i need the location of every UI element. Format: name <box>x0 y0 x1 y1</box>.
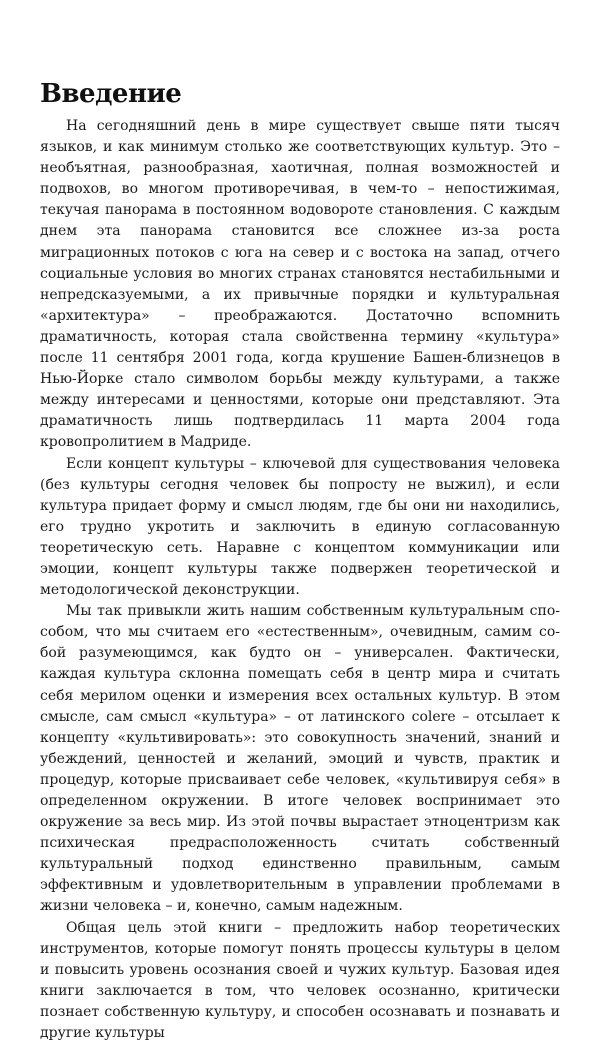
paragraph-1: На сегодняшний день в мире существует свыше пяти тысяч языков, и как минимум столько же соответствующих культур. Это – необъятная, разнообразная, хаотичная, полная возможностей и подвохов, во многом противоречивая, в чем-то – непостижимая, текучая панорама в постоянном водовороте становления. С каждым днем эта панорама становится все сложнее из-за роста миграционных потоков с юга на север и с востока на запад, отчего социальные условия во многих странах становятся нестабильными и непредсказуемыми, а их привычные порядки и культуральная «архитектура» – преображаются. Достаточно вспомнить драматичность, которая стала свойственна термину «культура» после 11 сентября 2001 года, когда крушение Башен-близнецов в Нью-Йорке стало символом борьбы между культурами, а также между интересами и ценностями, которые они представляют. Эта драматичность лишь подтвердилась 11 марта 2004 года кровопролитием в Мадриде. <box>40 118 560 451</box>
paragraph-3: Мы так привыкли жить нашим собственным культуральным способом, что мы считаем его «естественным», очевидным, самим собой разумеющимся, как будто он – универсален. Фактически, каждая культура склонна помещать себя в центр мира и считать себя мерилом оценки и измерения всех остальных культур. В этом смысле, сам смысл «культура» – от латинского colere – отсылает к концепту «культивировать»: это совокупность значений, знаний и убеждений, ценностей и желаний, эмоций и чувств, практик и процедур, которые присваивает себе человек, «культивируя себя» в определенном окружении. В итоге человек воспринимает это окружение за весь мир. Из этой почвы вырастает этноцентризм как психическая предрасположенность считать собственный культуральный подход единственно правильным, самым эффективным и удовлетворительным в управлении проблемами в жизни человека – и, конечно, самым надежным. <box>40 603 560 915</box>
paragraph-2: Если концепт культуры – ключевой для существования человека (без культуры сегодня человек бы попросту не выжил), и если культура придает форму и смысл людям, где бы они ни находились, его трудно укротить и заключить в единую согласованную теоретическую сеть. Наравне с концептом коммуникации или эмоции, концепт культуры также подвержен теоретической и методологической деконструкции. <box>40 455 560 599</box>
book-page <box>40 78 560 1044</box>
paragraph-4: Общая цель этой книги – предложить набор теоретических инструментов, которые помогут понять процессы культуры в целом и повысить уровень осознания своей и чужих культур. Базовая идея книги заключается в том, что человек осознанно, критически познает собственную культуру, и способен осознавать и познавать и другие культуры <box>40 919 560 1042</box>
chapter-heading: Введение <box>40 79 182 109</box>
